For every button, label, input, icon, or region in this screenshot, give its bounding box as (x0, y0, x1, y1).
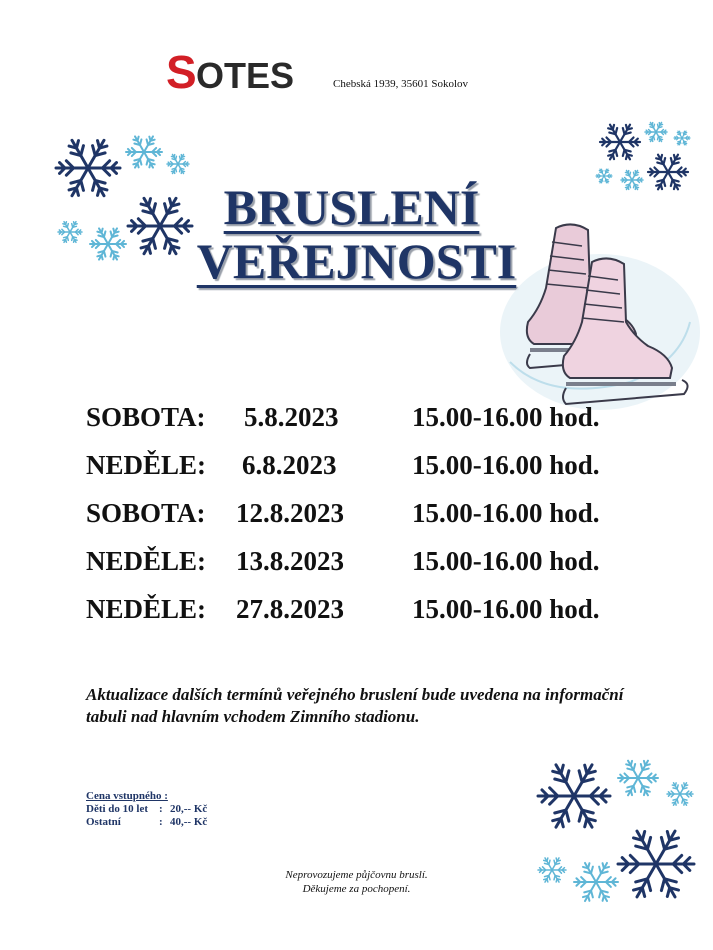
price-list (86, 790, 286, 829)
snowflake-icon (648, 155, 688, 190)
snowflake-cluster-top-right (590, 118, 700, 198)
schedule-date: 12.8.2023 (236, 498, 344, 528)
schedule-row (86, 590, 646, 638)
title-line-2: VEŘEJNOSTI (196, 233, 517, 289)
snowflake-icon (645, 122, 667, 141)
footer-line-1: Neprovozujeme půjčovnu bruslí. (285, 869, 428, 881)
snowflake-icon (128, 198, 192, 253)
price-label: Děti do 10 let (86, 803, 149, 815)
schedule-day: SOBOTA: (86, 402, 206, 432)
snowflake-icon (600, 125, 640, 160)
snowflake-icon (621, 170, 643, 189)
price-value: 20,-- Kč (170, 803, 208, 815)
schedule-time: 15.00-16.00 hod. (412, 402, 600, 432)
price-header: Cena vstupného : (86, 790, 168, 802)
schedule-date: 27.8.2023 (236, 594, 344, 624)
footer-note (0, 868, 713, 896)
snowflake-icon (596, 169, 612, 183)
schedule-time: 15.00-16.00 hod. (412, 546, 600, 576)
schedule-day: NEDĚLE: (86, 594, 207, 624)
price-row (86, 803, 286, 816)
schedule-row (86, 446, 646, 494)
snowflake-icon (674, 131, 690, 145)
schedule-date: 6.8.2023 (242, 450, 337, 480)
snowflake-icon (538, 765, 610, 827)
update-note: Aktualizace dalších termínů veřejného bruslení bude uvedena na informační tabuli nad hlavním vchodem Zimního stadionu. (86, 685, 624, 726)
snowflake-icon (667, 783, 693, 806)
schedule-time: 15.00-16.00 hod. (412, 450, 600, 480)
address: Chebská 1939, 35601 Sokolov (333, 78, 469, 90)
schedule-row (86, 494, 646, 542)
price-label: Ostatní (86, 816, 121, 828)
schedule-day: NEDĚLE: (86, 546, 207, 576)
schedule-day: NEDĚLE: (86, 450, 207, 480)
schedule-row (86, 542, 646, 590)
title-line-1: BRUSLENÍ (223, 179, 480, 235)
logo-text: OTES (196, 55, 295, 92)
ice-skates-illustration (490, 212, 700, 412)
price-separator: : (159, 816, 163, 828)
snowflake-icon (90, 228, 126, 259)
schedule-time: 15.00-16.00 hod. (412, 594, 600, 624)
logo-letter-s: S (166, 46, 197, 92)
sotes-logo (166, 44, 306, 92)
price-separator: : (159, 803, 163, 815)
schedule-time: 15.00-16.00 hod. (412, 498, 600, 528)
schedule-day: SOBOTA: (86, 498, 206, 528)
price-value: 40,-- Kč (170, 816, 208, 828)
snowflake-icon (126, 136, 162, 167)
schedule-date: 13.8.2023 (236, 546, 344, 576)
schedule-row (86, 398, 646, 446)
snowflake-icon (618, 761, 658, 796)
schedule-date: 5.8.2023 (244, 402, 339, 432)
schedule-list (86, 398, 646, 638)
footer-line-2: Děkujeme za pochopení. (302, 883, 411, 895)
snowflake-icon (167, 154, 189, 173)
snowflake-icon (58, 222, 82, 243)
price-row (86, 816, 286, 829)
snowflake-cluster-top-left (50, 128, 200, 268)
snowflake-icon (56, 140, 120, 195)
